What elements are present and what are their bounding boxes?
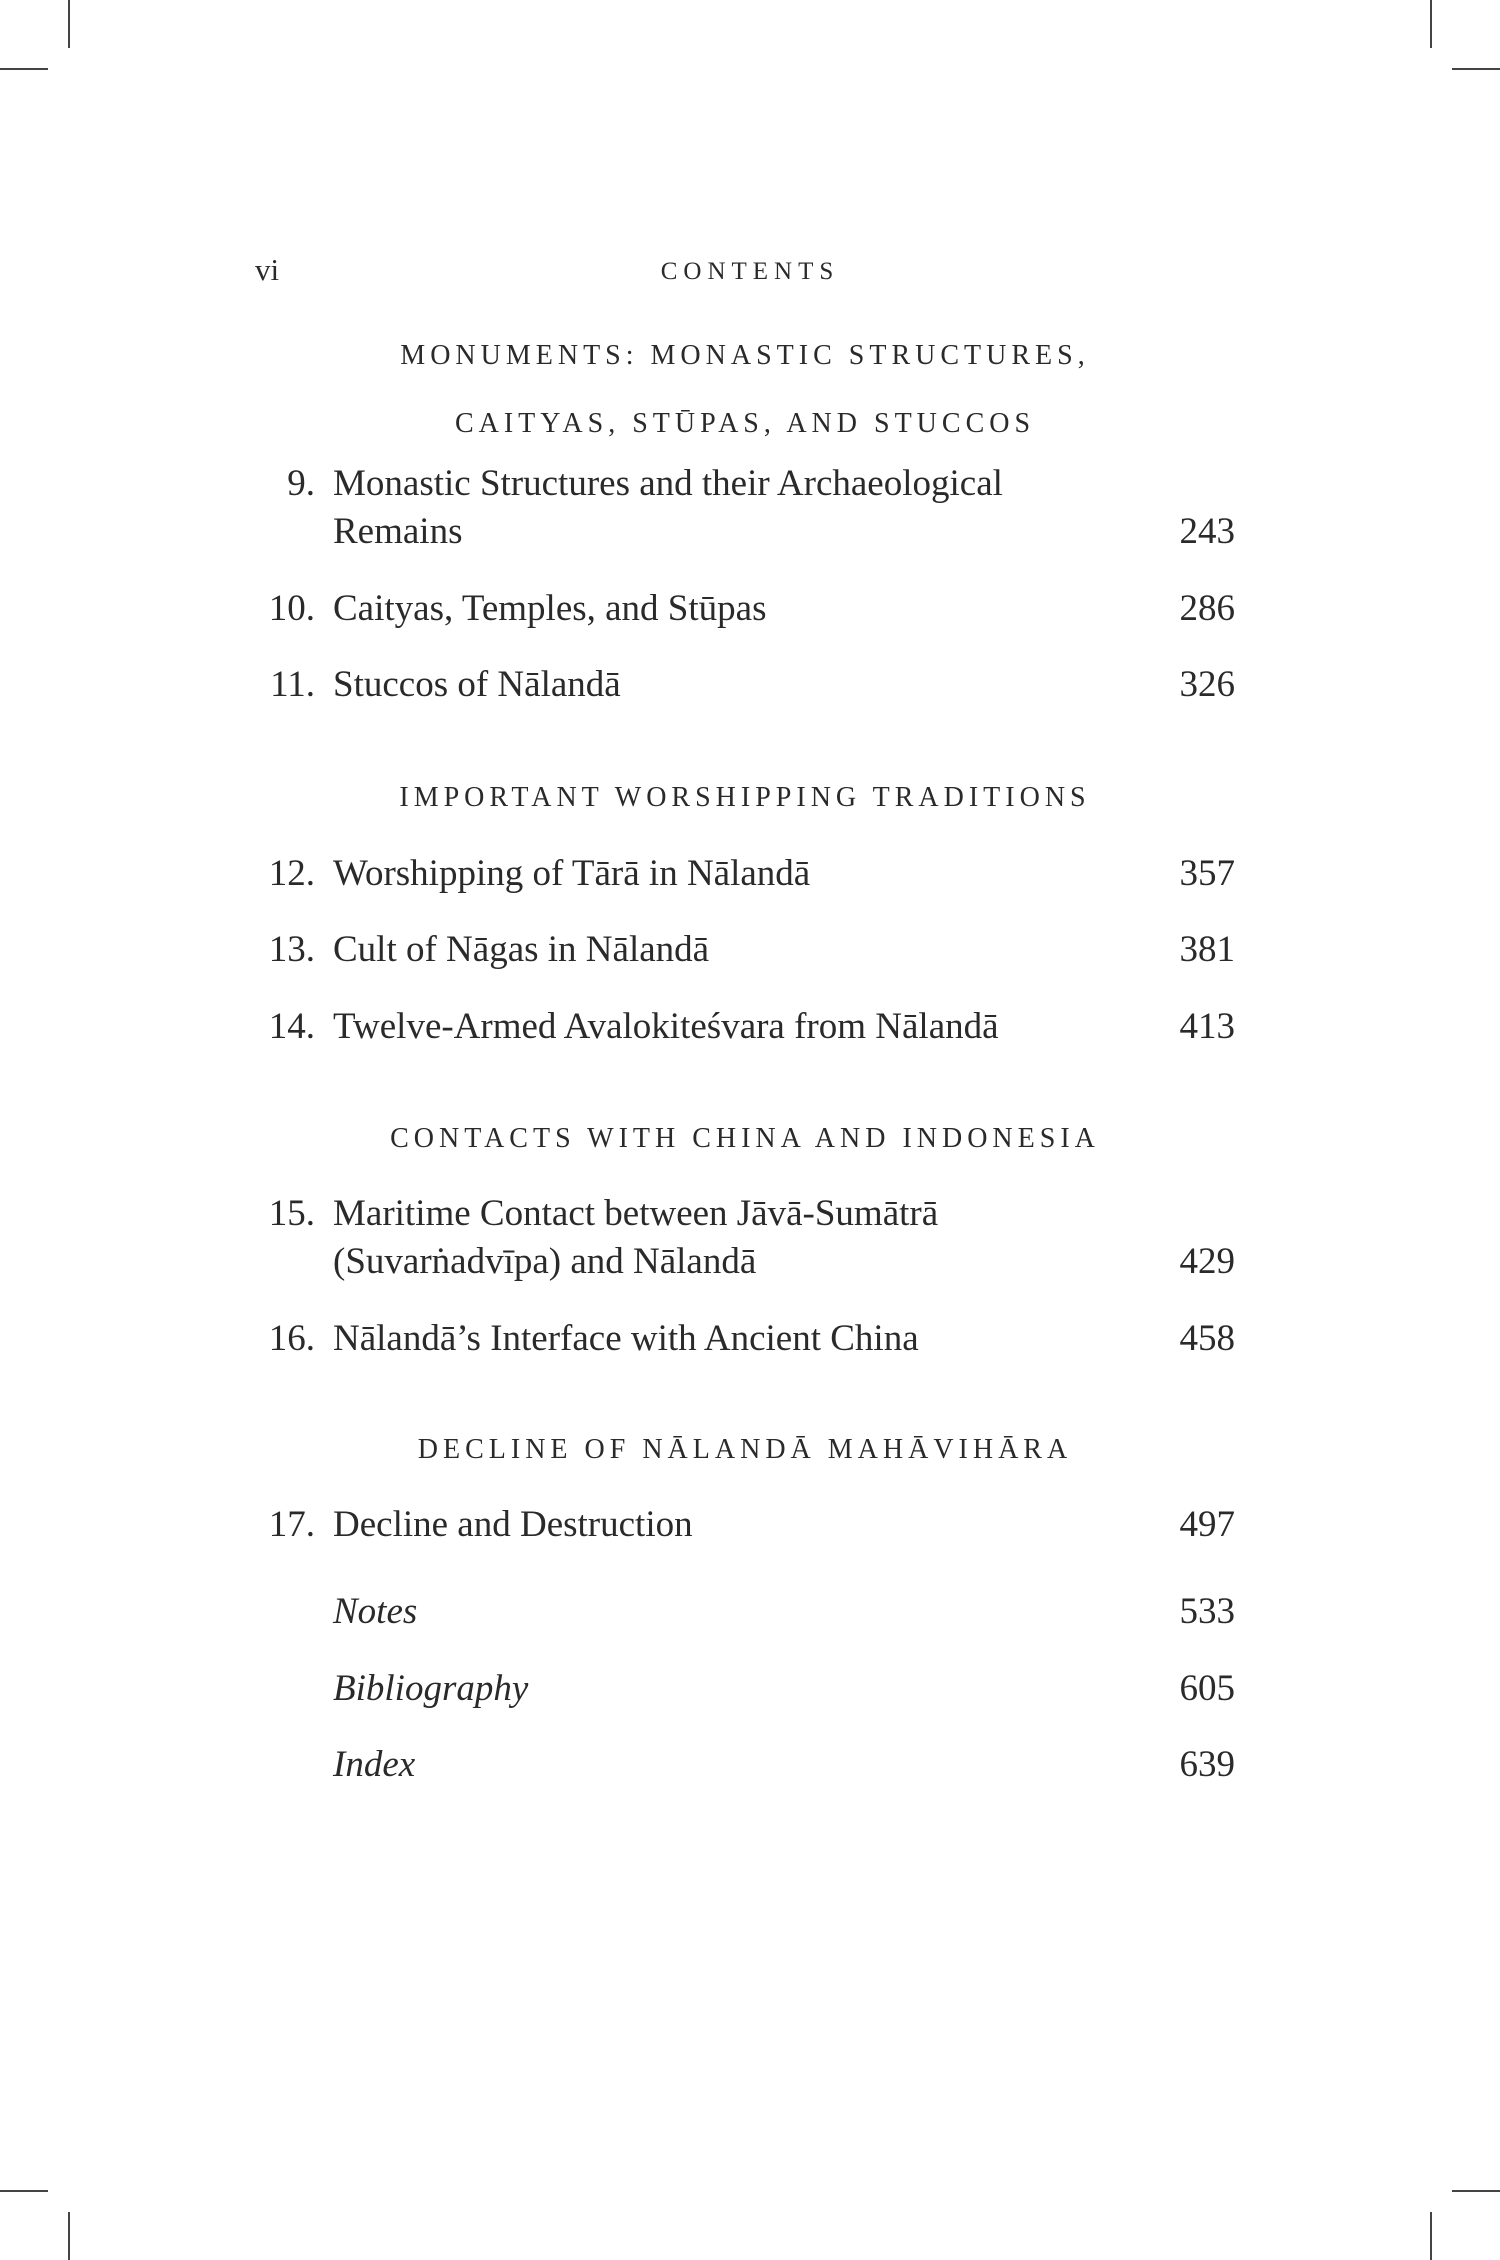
section-heading: [255, 322, 1235, 458]
section-heading: [255, 1105, 1235, 1173]
crop-mark: [1452, 68, 1500, 70]
page-number: 639: [1179, 1744, 1235, 1785]
back-matter-title: Notes: [333, 1591, 418, 1632]
page-number: 429: [1179, 1241, 1235, 1282]
chapter-number: 10.: [268, 588, 315, 629]
crop-mark: [0, 68, 48, 70]
section-heading: [255, 764, 1235, 832]
crop-mark: [68, 2212, 70, 2260]
chapter-title: Caityas, Temples, and Stūpas: [333, 588, 767, 629]
crop-mark: [68, 0, 70, 48]
crop-mark: [1452, 2190, 1500, 2192]
chapter-title: Stuccos of Nālandā: [333, 664, 621, 705]
section-heading-line: IMPORTANT WORSHIPPING TRADITIONS: [399, 782, 1091, 813]
chapter-title: Cult of Nāgas in Nālandā: [333, 929, 710, 970]
crop-mark: [0, 2190, 48, 2192]
page-number: 533: [1179, 1591, 1235, 1632]
running-head-title: CONTENTS: [660, 258, 840, 285]
section-heading-line: DECLINE OF NĀLANDĀ MAHĀVIHĀRA: [417, 1434, 1073, 1465]
page-number: 497: [1179, 1504, 1235, 1545]
running-head: [0, 252, 1500, 292]
page-number: 605: [1179, 1668, 1235, 1709]
chapter-number: 11.: [270, 664, 315, 705]
chapter-number: 16.: [268, 1318, 315, 1359]
back-matter-title: Index: [333, 1744, 416, 1785]
chapter-number: 14.: [268, 1006, 315, 1047]
chapter-title: Decline and Destruction: [333, 1504, 693, 1545]
section-heading-line: CAITYAS, STŪPAS, AND STUCCOS: [454, 408, 1036, 439]
chapter-title: [333, 1190, 1113, 1286]
chapter-title: [333, 460, 1113, 556]
chapter-title-line: Maritime Contact between Jāvā-Sumātrā: [333, 1193, 939, 1234]
chapter-title: Worshipping of Tārā in Nālandā: [333, 853, 811, 894]
section-heading-line: CONTACTS WITH CHINA AND INDONESIA: [390, 1123, 1100, 1154]
chapter-number: 13.: [268, 929, 315, 970]
chapter-number: 17.: [268, 1504, 315, 1545]
chapter-number: 15.: [268, 1193, 315, 1234]
page-folio: vi: [255, 252, 280, 287]
crop-mark: [1430, 0, 1432, 48]
page-number: 286: [1179, 588, 1235, 629]
crop-mark: [1430, 2212, 1432, 2260]
page-number: 243: [1179, 511, 1235, 552]
chapter-number: 12.: [268, 853, 315, 894]
back-matter-title: Bibliography: [333, 1668, 529, 1709]
page-number: 458: [1179, 1318, 1235, 1359]
section-heading: [255, 1416, 1235, 1484]
chapter-title: Nālandā’s Interface with Ancient China: [333, 1318, 919, 1359]
chapter-title-line: (Suvarṅadvīpa) and Nālandā: [333, 1241, 757, 1282]
chapter-title-line: Monastic Structures and their Archaeological: [333, 463, 1003, 504]
page-number: 357: [1179, 853, 1235, 894]
page-number: 326: [1179, 664, 1235, 705]
page-number: 381: [1179, 929, 1235, 970]
page-number: 413: [1179, 1006, 1235, 1047]
section-heading-line: MONUMENTS: MONASTIC STRUCTURES,: [400, 340, 1090, 371]
chapter-number: 9.: [287, 463, 315, 504]
chapter-title: Twelve-Armed Avalokiteśvara from Nālandā: [333, 1006, 999, 1047]
chapter-title-line: Remains: [333, 511, 463, 552]
